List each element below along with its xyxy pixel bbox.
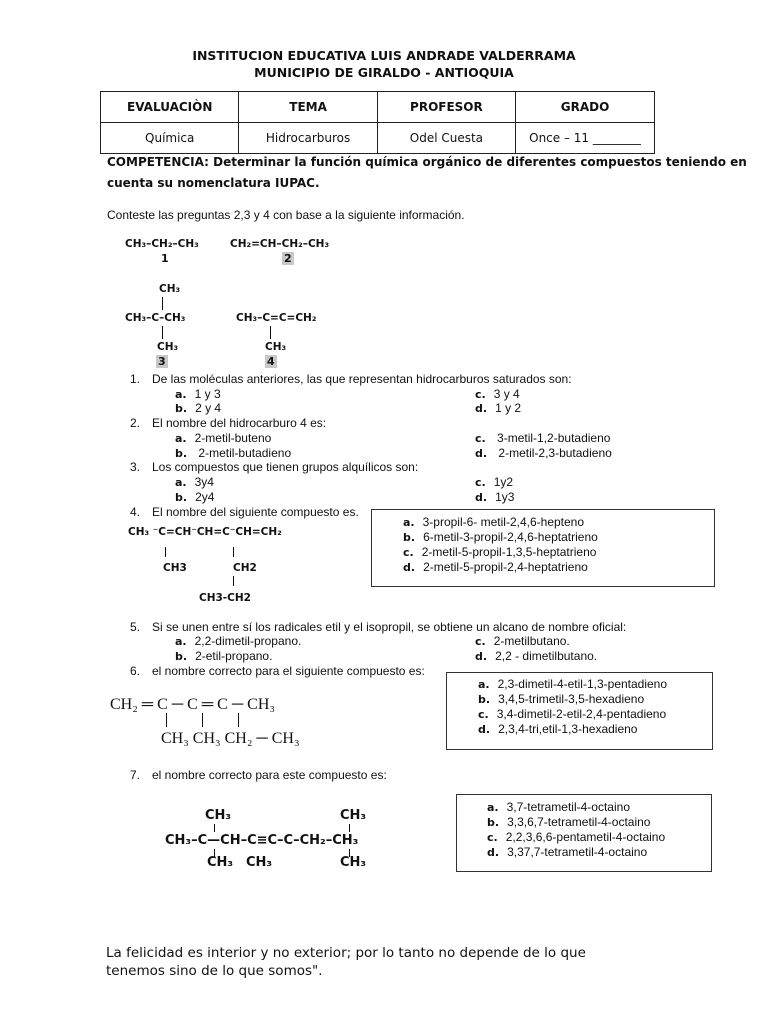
question-3-number: 3.	[130, 460, 141, 474]
question-2-option-d[interactable]	[475, 446, 612, 460]
option-letter: a.	[478, 678, 490, 691]
option-letter: c.	[475, 432, 486, 445]
question-7-option-d[interactable]	[487, 845, 647, 859]
option-letter: a.	[175, 635, 187, 648]
molecule-4-formula: CH₃–C=C=CH₂	[236, 312, 317, 324]
option-letter: c.	[487, 831, 498, 844]
question-1-option-b[interactable]	[175, 401, 221, 415]
molecule-3-bottom-group: CH₃	[157, 341, 179, 353]
molecule-4-bond	[270, 326, 271, 339]
question-4-text: El nombre del siguiente compuesto es.	[152, 505, 359, 519]
question-6-text: el nombre correcto para el siguiente compuesto es:	[152, 664, 425, 678]
question-5-option-d[interactable]	[475, 649, 597, 663]
option-text: 2,2-dimetil-propano.	[194, 634, 302, 648]
table-cell-profesor: Odel Cuesta	[377, 123, 515, 154]
question-1-text: De las moléculas anteriores, las que representan hidrocarburos saturados son:	[152, 372, 572, 386]
question-5-option-b[interactable]	[175, 649, 272, 663]
question-7-number: 7.	[130, 768, 141, 782]
molecule-3-number: 3	[158, 355, 166, 368]
option-text: 2-metil-butadieno	[195, 446, 292, 460]
question-4-option-c[interactable]	[403, 545, 596, 559]
question-6-bond-3	[238, 713, 239, 727]
question-7-option-c[interactable]	[487, 830, 665, 844]
option-letter: a.	[487, 801, 499, 814]
question-4-option-d[interactable]	[403, 560, 588, 574]
question-2-option-c[interactable]	[475, 431, 610, 445]
option-letter: b.	[175, 650, 188, 663]
molecule-4-number: 4	[267, 355, 275, 368]
option-text: 2y4	[195, 490, 215, 504]
question-4-substituent-3: CH3-CH2	[199, 592, 251, 604]
question-2-text: El nombre del hidrocarburo 4 es:	[152, 416, 327, 430]
question-1-number: 1.	[130, 372, 141, 386]
question-6-number: 6.	[130, 664, 141, 678]
option-letter: b.	[403, 531, 416, 544]
question-7-bottom-group-3: CH₃	[340, 855, 367, 870]
question-4-formula-main: CH₃ ⁻C=CH⁻CH=C⁻CH=CH₂	[128, 526, 282, 538]
table-header-profesor: PROFESOR	[377, 92, 515, 123]
question-4-bond-3	[233, 576, 234, 586]
option-letter: c.	[403, 546, 414, 559]
option-text: 3,3,6,7-tetrametil-4-octaino	[507, 815, 651, 829]
question-6-bond-1	[166, 713, 167, 727]
option-letter: a.	[175, 388, 187, 401]
table-header-grado: GRADO	[516, 92, 655, 123]
question-6-option-b[interactable]	[478, 692, 644, 706]
option-text: 1 y 3	[194, 387, 221, 401]
question-4-option-a[interactable]	[403, 515, 584, 529]
question-7-bottom-group-2: CH₃	[246, 855, 273, 870]
competencia-line-2: cuenta su nomenclatura IUPAC.	[107, 176, 320, 190]
question-1-option-a[interactable]	[175, 387, 221, 401]
question-3-option-a[interactable]	[175, 475, 214, 489]
molecule-3-bond-bottom	[162, 326, 163, 339]
quote-line-1: La felicidad es interior y no exterior; por lo tanto no depende de lo que	[106, 945, 586, 961]
table-header-evaluacion: EVALUACIÒN	[101, 92, 239, 123]
option-text: 3,37,7-tetrametil-4-octaino	[507, 845, 648, 859]
option-text: 2,2 - dimetilbutano.	[495, 649, 598, 663]
option-text: 2-etil-propano.	[195, 649, 273, 663]
option-letter: d.	[403, 561, 416, 574]
option-letter: b.	[175, 402, 188, 415]
molecule-1-formula: CH₃–CH₂–CH₃	[125, 238, 199, 250]
question-6-option-a[interactable]	[478, 677, 667, 691]
option-letter: d.	[475, 650, 488, 663]
question-7-bond-top-2	[349, 824, 350, 832]
option-text: 3y4	[194, 475, 214, 489]
option-text: 3,4-dimetil-2-etil-2,4-pentadieno	[496, 707, 667, 721]
question-4-substituent-1: CH3	[163, 562, 187, 574]
option-letter: c.	[475, 476, 486, 489]
question-6-option-c[interactable]	[478, 707, 666, 721]
question-4-option-b[interactable]	[403, 530, 598, 544]
option-letter: b.	[478, 693, 491, 706]
info-table	[100, 91, 655, 154]
table-cell-tema: Hidrocarburos	[239, 123, 377, 154]
option-letter: a.	[403, 516, 415, 529]
question-6-formula-main: CH₂ ═ C ─ C ═ C ─ CH₃	[110, 696, 275, 713]
question-5-option-a[interactable]	[175, 634, 301, 648]
option-letter: b.	[175, 447, 188, 460]
question-7-text: el nombre correcto para este compuesto es:	[152, 768, 387, 782]
question-2-option-b[interactable]	[175, 446, 291, 460]
question-7-formula-main: CH₃–C—CH–C≡C–C–CH₂–CH₃	[165, 833, 359, 848]
molecule-4-bottom-group: CH₃	[265, 341, 287, 353]
option-letter: c.	[478, 708, 489, 721]
question-4-number: 4.	[130, 505, 141, 519]
question-5-text: Si se unen entre sí los radicales etil y el isopropil, se obtiene un alcano de nombre oficial:	[152, 620, 627, 634]
question-3-option-c[interactable]	[475, 475, 513, 489]
option-text: 2-metil-2,3-butadieno	[495, 446, 612, 460]
question-3-text: Los compuestos que tienen grupos alquílicos son:	[152, 460, 419, 474]
molecule-3-bond-top	[162, 297, 163, 310]
question-7-top-group-1: CH₃	[205, 808, 232, 823]
municipality: MUNICIPIO DE GIRALDO - ANTIOQUIA	[254, 65, 514, 80]
molecule-2-formula: CH₂=CH–CH₂–CH₃	[230, 238, 330, 250]
option-text: 2,3-dimetil-4-etil-1,3-pentadieno	[497, 677, 668, 691]
option-text: 2-metil-5-propil-2,4-heptatrieno	[423, 560, 588, 574]
option-text: 3,4,5-trimetil-3,5-hexadieno	[498, 692, 645, 706]
school-name: INSTITUCION EDUCATIVA LUIS ANDRADE VALDERRAMA	[192, 48, 576, 63]
question-6-option-d[interactable]	[478, 722, 637, 736]
molecule-3-top-group: CH₃	[159, 283, 181, 295]
option-letter: a.	[175, 476, 187, 489]
question-7-top-group-2: CH₃	[340, 808, 367, 823]
molecule-1-number: 1	[161, 252, 169, 265]
question-4-substituent-2: CH2	[233, 562, 257, 574]
question-7-bottom-group-1: CH₃	[207, 855, 234, 870]
option-letter: d.	[478, 723, 491, 736]
option-text: 6-metil-3-propil-2,4,6-heptatrieno	[423, 530, 598, 544]
option-text: 1 y 2	[495, 401, 522, 415]
table-header-row	[101, 92, 655, 123]
option-text: 3,7-tetrametil-4-octaino	[506, 800, 630, 814]
question-1-option-c[interactable]	[475, 387, 520, 401]
option-letter: b.	[487, 816, 500, 829]
option-text: 3-propil-6- metil-2,4,6-hepteno	[422, 515, 585, 529]
question-7-bond-top-1	[214, 824, 215, 832]
option-text: 2-metil-buteno	[194, 431, 272, 445]
option-text: 2-metil-5-propil-1,3,5-heptatrieno	[421, 545, 597, 559]
question-7-option-b[interactable]	[487, 815, 650, 829]
option-text: 2 y 4	[195, 401, 222, 415]
question-4-bond-1	[165, 547, 166, 557]
option-letter: d.	[475, 491, 488, 504]
option-text: 1y2	[493, 475, 514, 489]
option-letter: b.	[175, 491, 188, 504]
question-3-option-d[interactable]	[475, 490, 514, 504]
option-text: 1y3	[495, 490, 515, 504]
question-4-bond-2	[233, 547, 234, 557]
question-3-option-b[interactable]	[175, 490, 214, 504]
table-header-tema: TEMA	[239, 92, 377, 123]
question-7-option-a[interactable]	[487, 800, 630, 814]
option-text: 2,3,4-tri,etil-1,3-hexadieno	[498, 722, 638, 736]
option-letter: d.	[487, 846, 500, 859]
option-text: 3 y 4	[493, 387, 520, 401]
molecule-3-formula: CH₃–C–CH₃	[125, 312, 186, 324]
question-2-number: 2.	[130, 416, 141, 430]
question-6-bond-2	[202, 713, 203, 727]
molecule-2-number: 2	[284, 252, 292, 265]
table-row	[101, 123, 655, 154]
question-1-option-d[interactable]	[475, 401, 521, 415]
option-text: 3-metil-1,2-butadieno	[493, 431, 611, 445]
option-letter: c.	[475, 388, 486, 401]
option-letter: d.	[475, 447, 488, 460]
option-letter: d.	[475, 402, 488, 415]
table-cell-evaluacion: Química	[101, 123, 239, 154]
question-6-formula-substituents: CH₃ CH₃ CH₂ ─ CH₃	[161, 730, 300, 747]
competencia-line-1: COMPETENCIA: Determinar la función química orgánico de diferentes compuestos teniendo en	[107, 155, 747, 169]
table-cell-grado: Once – 11 ________	[516, 123, 655, 154]
question-5-number: 5.	[130, 620, 141, 634]
option-letter: a.	[175, 432, 187, 445]
question-5-option-c[interactable]	[475, 634, 570, 648]
instruction-text: Conteste las preguntas 2,3 y 4 con base a la siguiente información.	[107, 208, 465, 222]
option-letter: c.	[475, 635, 486, 648]
option-text: 2-metilbutano.	[493, 634, 570, 648]
question-2-option-a[interactable]	[175, 431, 271, 445]
quote-line-2: tenemos sino de lo que somos".	[106, 963, 323, 979]
option-text: 2,2,3,6,6-pentametil-4-octaino	[505, 830, 666, 844]
